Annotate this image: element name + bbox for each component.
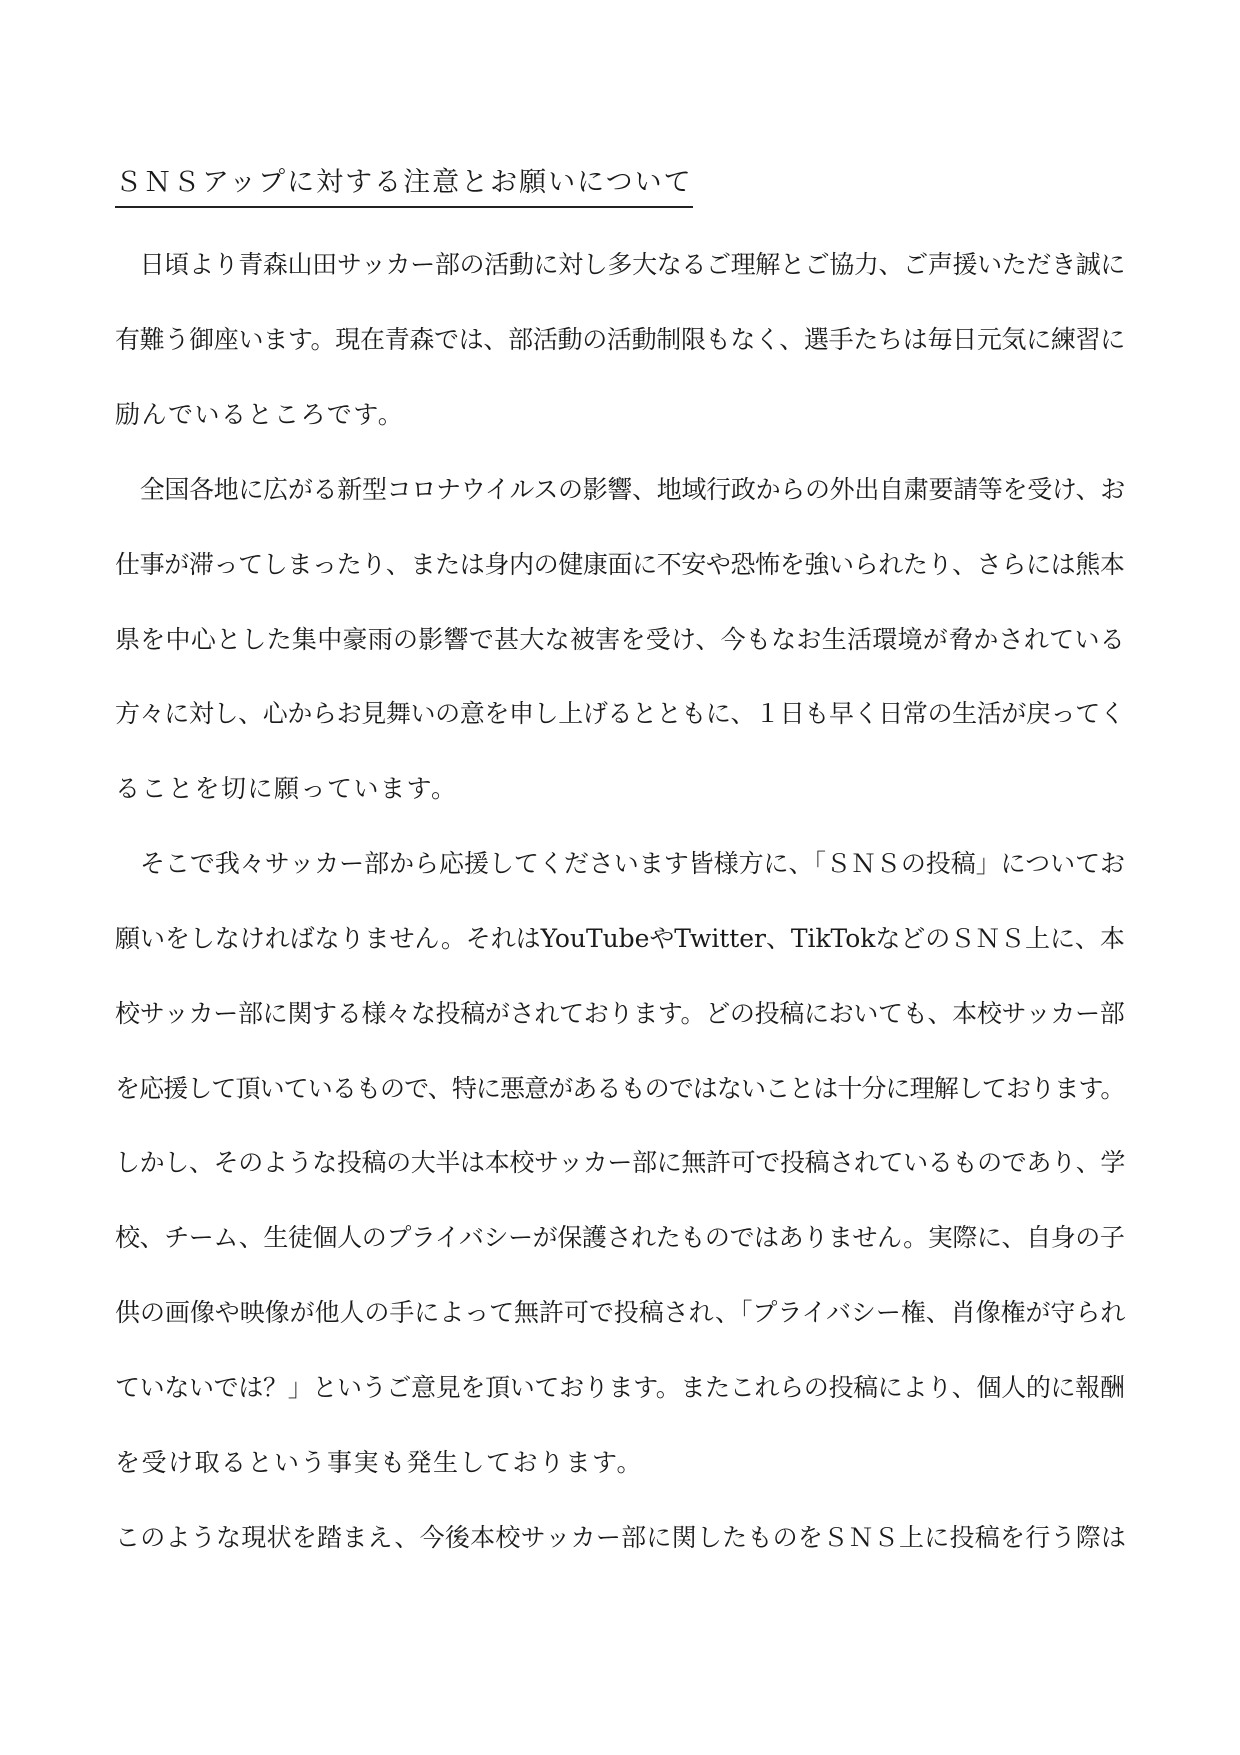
body-line-17: を受け取るという事実も発生しております。 [115, 1448, 644, 1477]
body-line-14: 校、チーム、生徒個人のプライバシーが保護されたものではありません。実際に、自身の子 [115, 1223, 1125, 1252]
document-title: ＳＮＳアップに対する注意とお願いについて [115, 164, 693, 208]
body-line-6: 県を中心とした集中豪雨の影響で甚大な被害を受け、今もなお生活環境が脅かされている [115, 625, 1126, 654]
body-line-3: 励んでいるところです。 [115, 400, 405, 429]
body-line-11: 校サッカー部に関する様々な投稿がされております。どの投稿においても、本校サッカー部 [115, 999, 1125, 1028]
body-line-1: 日頃より青森山田サッカー部の活動に対し多大なるご理解とご協力、ご声援いただき誠に [115, 250, 1126, 279]
body-line-2: 有難う御座います。現在青森では、部活動の活動制限もなく、選手たちは毎日元気に練習に [115, 325, 1126, 354]
body-line-15: 供の画像や映像が他人の手によって無許可で投稿され、「プライバシー権、肖像権が守られ [115, 1298, 1126, 1327]
body-line-10: 願いをしなければなりません。それはYouTubeやTwitter、TikTokなどのＳＮＳ上に、本 [115, 924, 1125, 953]
body-line-18: このような現状を踏まえ、今後本校サッカー部に関したものをＳＮＳ上に投稿を行う際は [115, 1523, 1127, 1552]
body-line-13: しかし、そのような投稿の大半は本校サッカー部に無許可で投稿されているものであり、学 [115, 1148, 1126, 1177]
body-line-7: 方々に対し、心からお見舞いの意を申し上げるとともに、１日も早く日常の生活が戻ってく [115, 699, 1125, 728]
body-line-9: そこで我々サッカー部から応援してくださいます皆様方に、「ＳＮＳの投稿」についてお [115, 849, 1126, 878]
body-line-5: 仕事が滞ってしまったり、または身内の健康面に不安や恐怖を強いられたり、さらには熊本 [115, 550, 1125, 579]
body-line-16: ていないでは？」というご意見を頂いております。またこれらの投稿により、個人的に報酬 [115, 1373, 1125, 1402]
body-line-8: ることを切に願っています。 [115, 774, 458, 803]
body-line-12: を応援して頂いているもので、特に悪意があるものではないことは十分に理解しております。 [115, 1074, 1125, 1103]
body-line-4: 全国各地に広がる新型コロナウイルスの影響、地域行政からの外出自粛要請等を受け、お [115, 475, 1126, 504]
